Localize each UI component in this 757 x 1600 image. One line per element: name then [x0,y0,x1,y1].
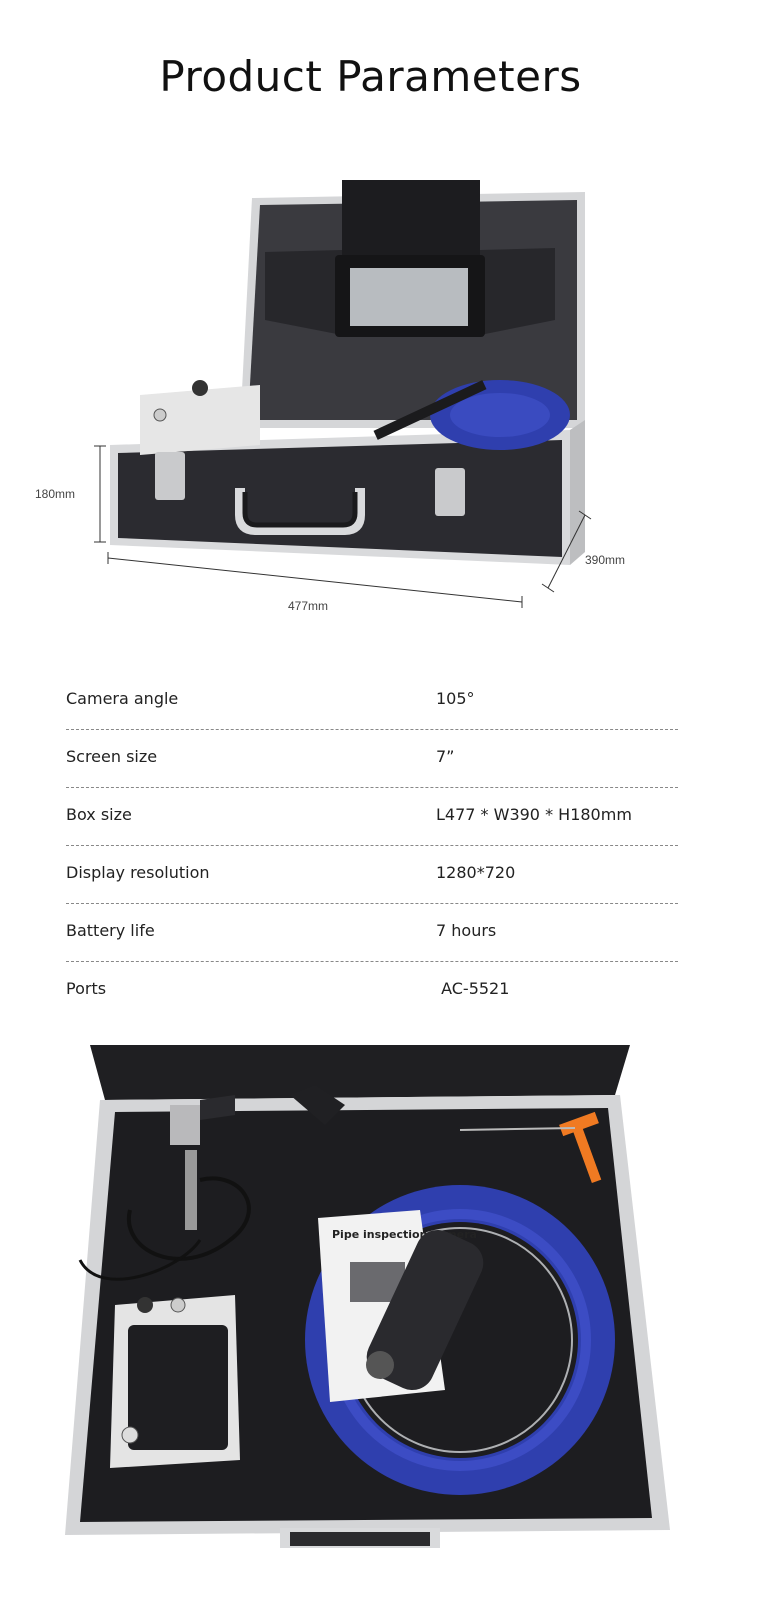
param-row-ports [66,962,678,1019]
param-row-screen-size [66,730,678,788]
connector [185,1150,197,1230]
sd-card [170,1105,200,1145]
case-lid [90,1045,630,1100]
param-value: 105° [436,689,475,708]
param-row-display-resolution [66,846,678,904]
param-row-battery-life [66,904,678,962]
width-dimension-line [108,558,522,602]
param-value: AC-5521 [436,979,510,998]
param-value: 7” [436,747,455,766]
manual-title: Pipe inspection camera [332,1228,477,1241]
param-label: Ports [66,979,107,998]
page-title: Product Parameters [159,52,582,101]
parameters-table [66,672,678,1019]
param-value: L477 * W390 * H180mm [436,805,632,824]
param-row-camera-angle [66,672,678,730]
param-label: Camera angle [66,689,179,708]
param-row-box-size [66,788,678,846]
param-value: 1280*720 [436,863,516,882]
width-dimension-label: 477mm [288,599,329,613]
param-label: Display resolution [66,863,210,882]
depth-dimension-label: 390mm [585,553,626,567]
height-dimension-label: 180mm [35,487,76,501]
param-label: Screen size [66,747,158,766]
param-label: Box size [66,805,132,824]
param-value: 7 hours [436,921,497,940]
latch-left [155,452,185,500]
param-label: Battery life [66,921,155,940]
monitor-sunshade [342,180,480,255]
monitor-screen [350,268,468,326]
product-image-case-dimensions [80,170,670,640]
latch-right [435,468,465,516]
product-image-case-contents [60,1040,680,1560]
